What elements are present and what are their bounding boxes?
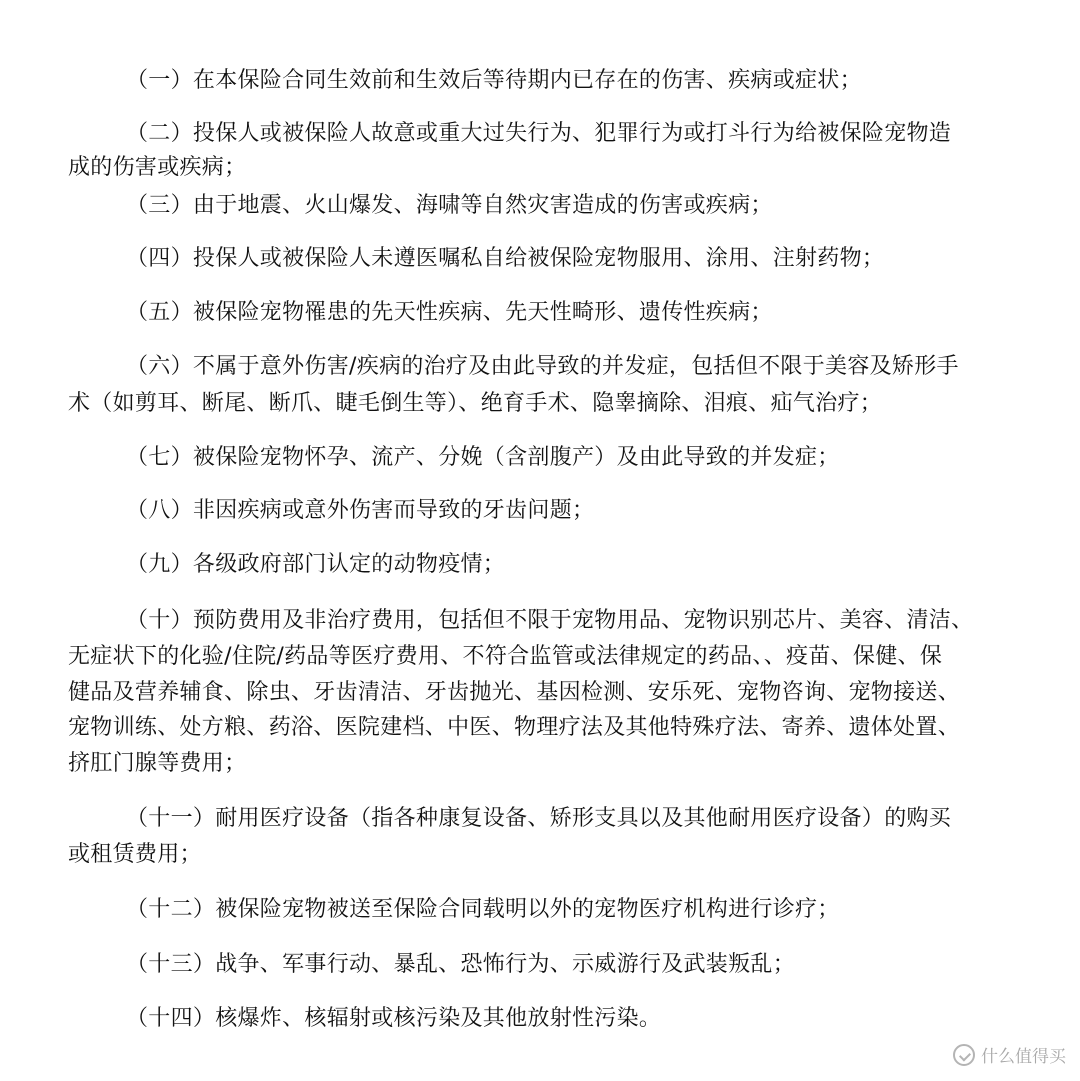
clause-6-line-1: （六）不属于意外伤害/疾病的治疗及由此导致的并发症，包括但不限于美容及矫形手	[126, 354, 959, 379]
clause-1-line-1: （一）在本保险合同生效前和生效后等待期内已存在的伤害、疾病或症状；	[126, 68, 862, 93]
clause-4-line-1: （四）投保人或被保险人未遵医嘱私自给被保险宠物服用、涂用、注射药物；	[126, 246, 885, 271]
clause-2-line-1: （二）投保人或被保险人故意或重大过失行为、犯罪行为或打斗行为给被保险宠物造	[126, 121, 952, 146]
clause-8-line-1: （八）非因疾病或意外伤害而导致的牙齿问题；	[126, 498, 595, 523]
clause-10-line-3: 健品及营养辅食、除虫、牙齿清洁、牙齿抛光、基因检测、安乐死、宠物咨询、宠物接送、	[68, 680, 961, 705]
smzdm-logo-icon	[953, 1044, 975, 1066]
watermark-text: 什么值得买	[981, 1047, 1066, 1067]
clause-13-line-1: （十三）战争、军事行动、暴乱、恐怖行为、示威游行及武装叛乱；	[126, 952, 796, 977]
clause-2-line-2: 成的伤害或疾病；	[68, 155, 247, 180]
clause-9-line-1: （九）各级政府部门认定的动物疫情；	[126, 552, 506, 577]
watermark	[953, 1042, 1066, 1067]
clause-3-line-1: （三）由于地震、火山爆发、海啸等自然灾害造成的伤害或疾病；	[126, 193, 773, 218]
clause-10-line-5: 挤肛门腺等费用；	[68, 751, 247, 776]
clause-10-line-4: 宠物训练、处方粮、药浴、医院建档、中医、物理疗法及其他特殊疗法、寄养、遗体处置、	[68, 715, 961, 740]
clause-7-line-1: （七）被保险宠物怀孕、流产、分娩（含剖腹产）及由此导致的并发症；	[126, 445, 840, 470]
clause-12-line-1: （十二）被保险宠物被送至保险合同载明以外的宠物医疗机构进行诊疗；	[126, 897, 840, 922]
clause-11-line-2: 或租赁费用；	[68, 842, 202, 867]
clause-10-line-2: 无症状下的化验/住院/药品等医疗费用、不符合监管或法律规定的药品、、疫苗、保健、保	[68, 644, 943, 669]
clause-10-line-1: （十）预防费用及非治疗费用，包括但不限于宠物用品、宠物识别芯片、美容、清洁、	[126, 608, 974, 633]
clause-6-line-2: 术（如剪耳、断尾、断爪、睫毛倒生等）、绝育手术、隐睾摘除、泪痕、疝气治疗；	[68, 391, 883, 416]
clause-11-line-1: （十一）耐用医疗设备（指各种康复设备、矫形支具以及其他耐用医疗设备）的购买	[126, 806, 952, 831]
clause-5-line-1: （五）被保险宠物罹患的先天性疾病、先天性畸形、遗传性疾病；	[126, 300, 773, 325]
clause-14-line-1: （十四）核爆炸、核辐射或核污染及其他放射性污染。	[126, 1006, 662, 1031]
